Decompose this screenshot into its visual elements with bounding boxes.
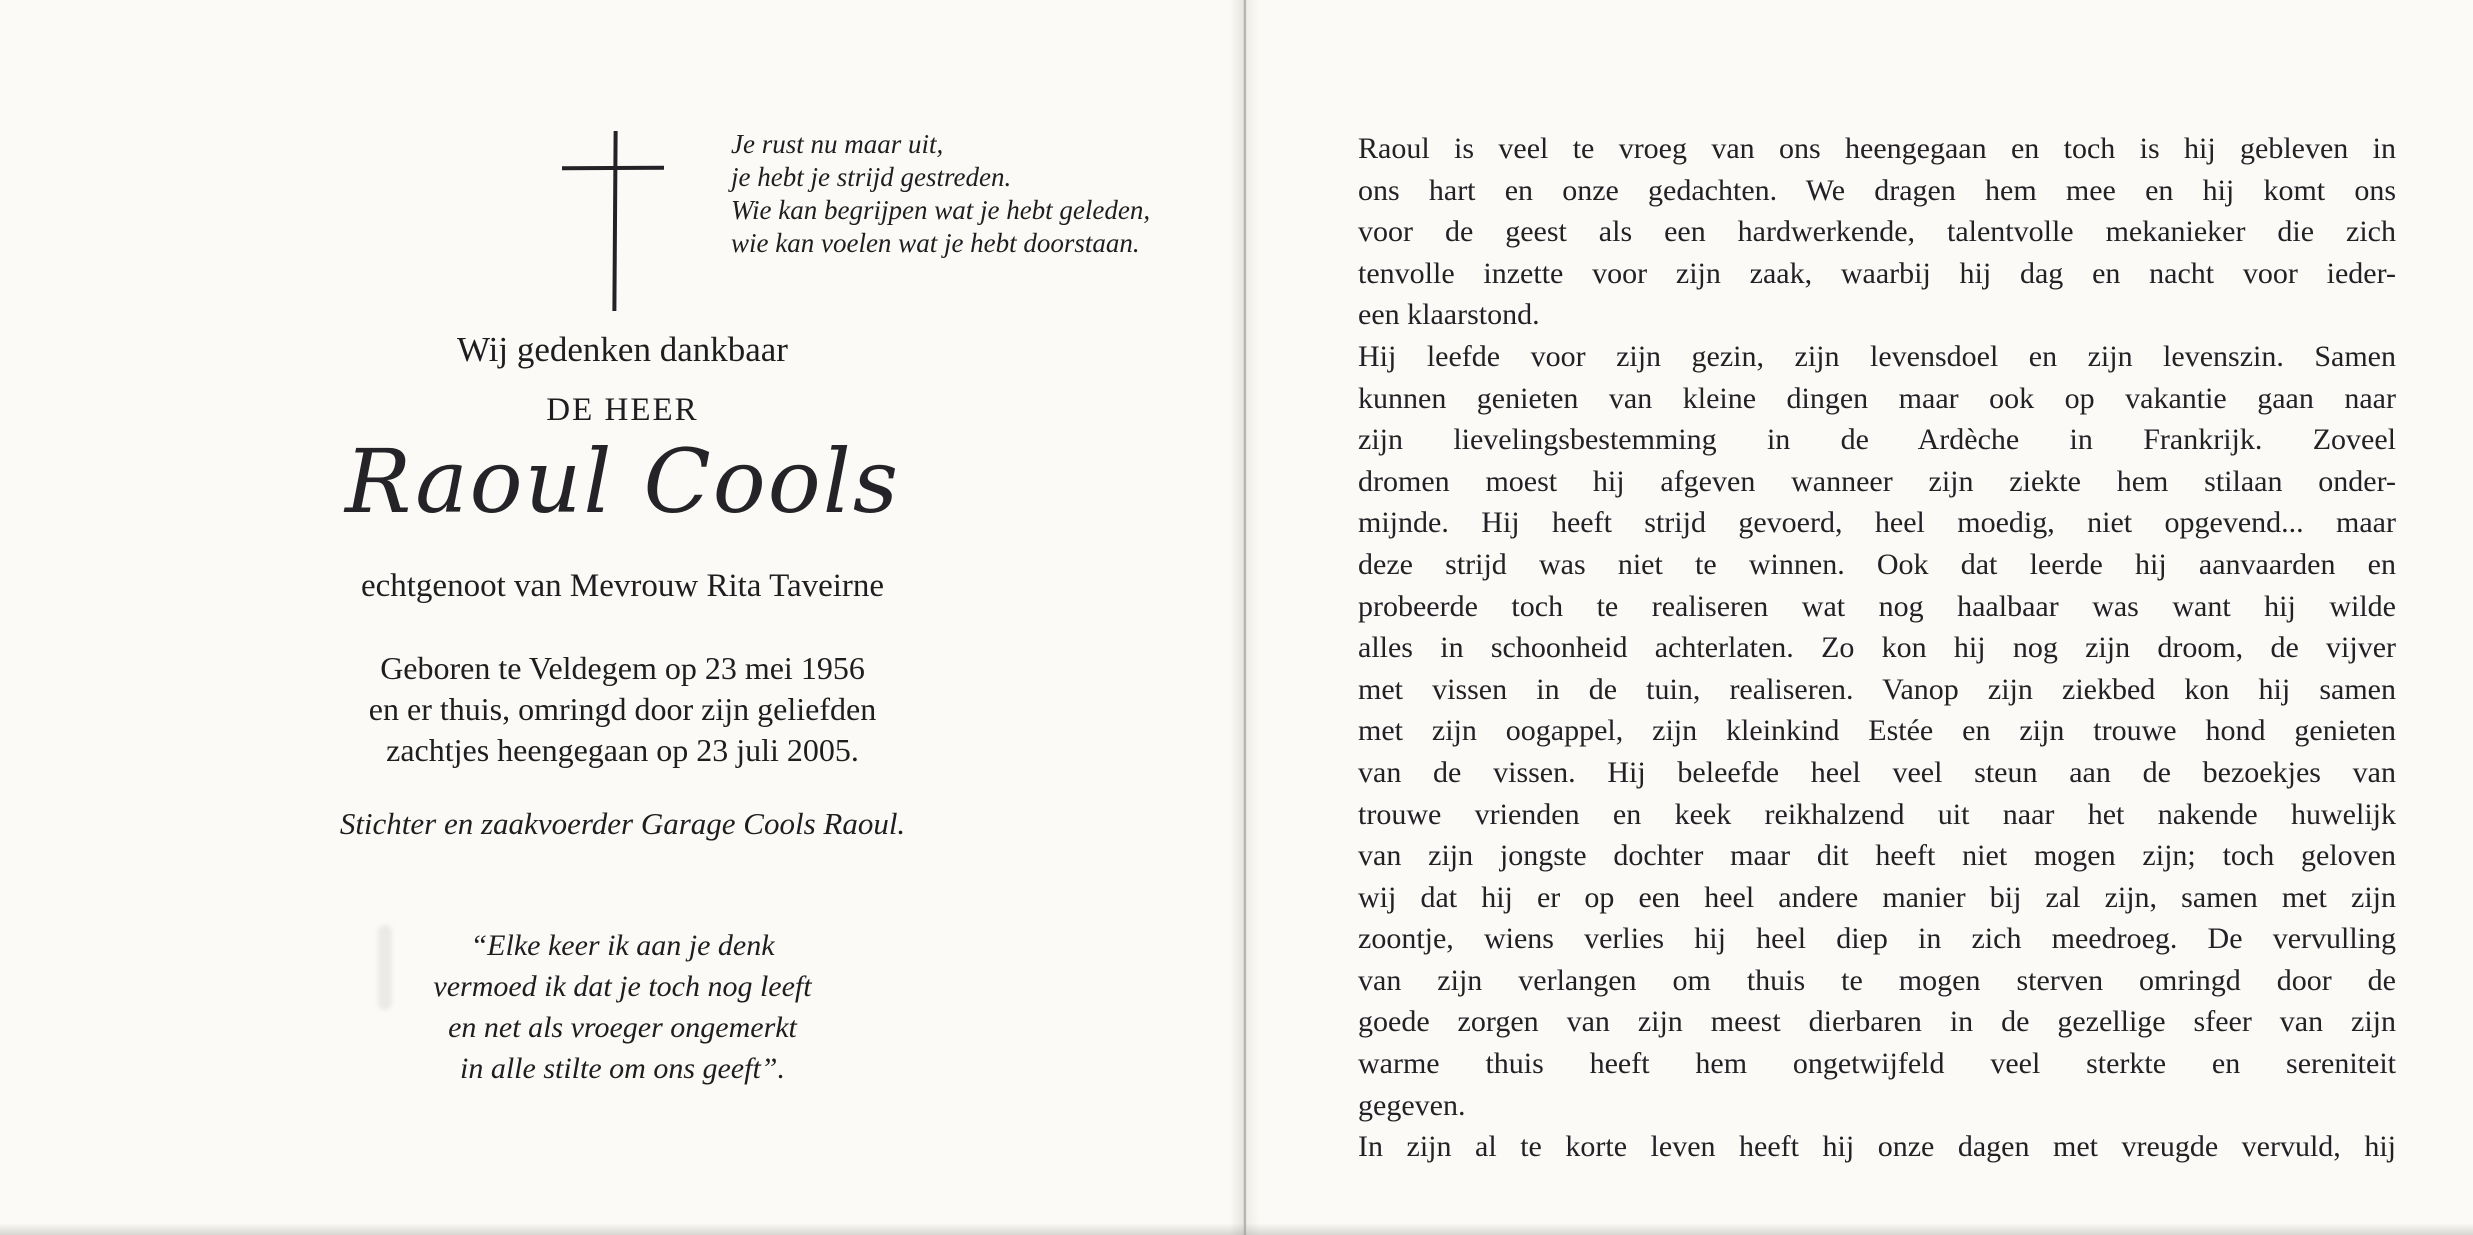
memorial-line: van zijn verlangen om thuis te mogen sterven omringd door de [1358,963,2396,997]
quote-line: en net als vroeger ongemerkt [448,1011,797,1044]
memorial-line: voor de geest als een hardwerkende, talentvolle mekanieker die zich [1358,215,2396,249]
memorial-line: Hij leefde voor zijn gezin, zijn levensdoel en zijn levenszin. Samen [1358,339,2396,373]
memorial-line: ons hart en onze gedachten. We dragen hem mee en hij komt ons [1358,173,2396,207]
opening-poem [731,128,1150,260]
memorial-line: van zijn jongste dochter maar dit heeft niet mogen zijn; toch geloven [1358,839,2396,873]
memorial-line: In zijn al te korte leven heeft hij onze dagen met vreugde vervuld, hij [1358,1130,2396,1164]
quote-line: in alle stilte om ons geeft”. [460,1052,785,1085]
memorial-line: goede zorgen van zijn meest dierbaren in de gezellige sfeer van zijn [1358,1005,2396,1039]
honorific-title: DE HEER [546,392,699,428]
scan-bottom-edge [0,1223,2473,1235]
memorial-line: warme thuis heeft hem ongetwijfeld veel sterkte en sereniteit [1358,1047,2396,1081]
birth-death-dates [0,648,1245,771]
cross-vertical-bar [612,131,617,311]
spouse-line: echtgenoot van Mevrouw Rita Taveirne [360,568,885,604]
dates-line: en er thuis, omringd door zijn geliefden [368,691,877,727]
memorial-line: wij dat hij er op een heel andere manier bij zal zijn, samen met zijn [1358,880,2396,914]
poem-line: je hebt je strijd gestreden. [731,162,1012,192]
deceased-name: Raoul Cools [344,430,901,533]
memorial-line: een klaarstond. [1358,298,1540,332]
memorial-line: zijn lievelingsbestemming in de Ardèche in Frankrijk. Zoveel [1358,423,2396,457]
dates-line: Geboren te Veldegem op 23 mei 1956 [380,650,865,686]
occupation-line: Stichter en zaakvoerder Garage Cools Raoul. [339,806,906,841]
poem-line: Wie kan begrijpen wat je hebt geleden, [731,195,1151,225]
memorial-quote [0,925,1245,1089]
memorial-line: probeerde toch te realiseren wat nog haalbaar was want hij wilde [1358,589,2396,623]
memorial-line: mijnde. Hij heeft strijd gevoerd, heel moedig, niet opgevend... maar [1358,506,2396,540]
memorial-line: met vissen in de tuin, realiseren. Vanop zijn ziekbed kon hij samen [1358,672,2396,706]
memorial-line: tenvolle inzette voor zijn zaak, waarbij hij dag en nacht voor ieder- [1358,256,2396,290]
memorial-line: dromen moest hij afgeven wanneer zijn ziekte hem stilaan onder- [1358,464,2396,498]
memorial-line: met zijn oogappel, zijn kleinkind Estée en zijn trouwe hond genieten [1358,714,2396,748]
poem-line: wie kan voelen wat je hebt doorstaan. [731,228,1140,258]
scan-smudge [378,925,392,1010]
memorial-text [1358,128,2396,1168]
memorial-line: van de vissen. Hij beleefde heel veel steun aan de bezoekjes van [1358,755,2396,789]
memorial-line: trouwe vrienden en keek reikhalzend uit naar het nakende huwelijk [1358,797,2396,831]
memorial-line: gegeven. [1358,1088,1466,1122]
dates-line: zachtjes heengegaan op 23 juli 2005. [386,732,859,768]
poem-line: Je rust nu maar uit, [731,129,944,159]
memorial-line: kunnen genieten van kleine dingen maar ook op vakantie gaan naar [1358,381,2396,415]
right-page [1245,0,2473,1235]
memorial-line: deze strijd was niet te winnen. Ook dat leerde hij aanvaarden en [1358,547,2396,581]
quote-line: “Elke keer ik aan je denk [470,929,775,962]
cross-horizontal-bar [562,166,664,171]
memorial-line: zoontje, wiens verlies hij heel diep in zich meedroeg. De vervulling [1358,922,2396,956]
memorial-line: alles in schoonheid achterlaten. Zo kon hij nog zijn droom, de vijver [1358,631,2396,665]
remembrance-intro: Wij gedenken dankbaar [457,330,788,369]
quote-line: vermoed ik dat je toch nog leeft [433,970,812,1003]
memorial-line: Raoul is veel te vroeg van ons heengegaan en toch is hij gebleven in [1358,132,2396,165]
